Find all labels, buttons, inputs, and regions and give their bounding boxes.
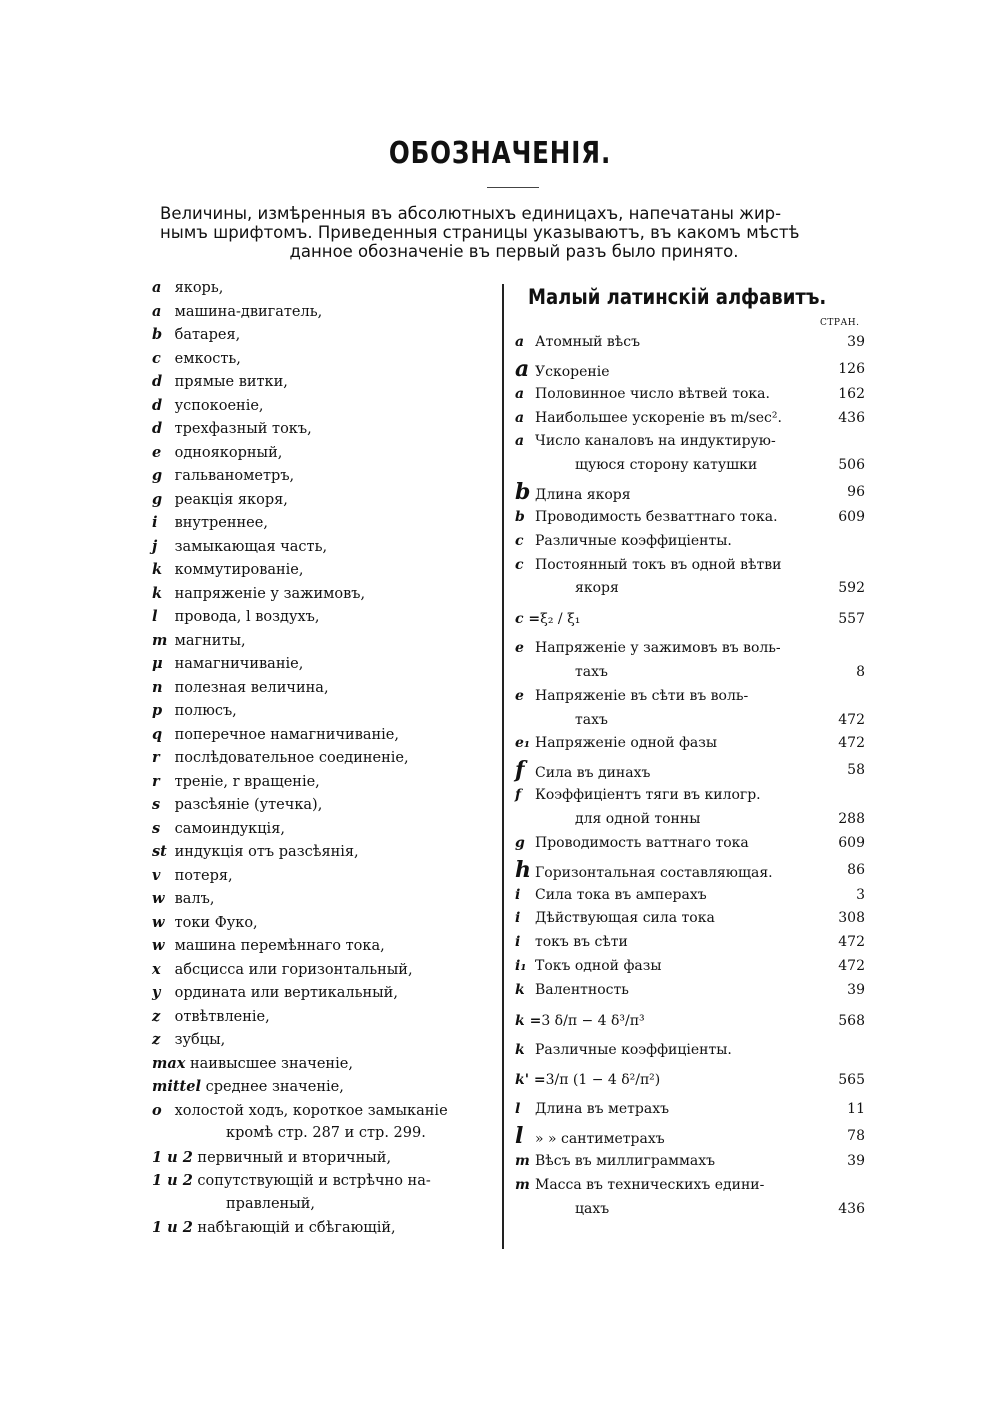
symbol: e [515,687,524,704]
left-list-item [152,629,502,653]
page-number: 58 [847,762,865,779]
symbol: max [152,1054,186,1072]
left-list-item [152,793,502,817]
page-number: 506 [838,457,865,474]
left-list-item [152,1075,502,1099]
left-list-item [152,417,502,441]
right-list-item [515,1150,865,1174]
symbol: a [515,409,525,426]
symbol: k [152,561,163,578]
right-list-item [515,506,865,530]
left-list-item [152,582,502,606]
left-list-item [152,347,502,371]
right-list-item [515,709,865,733]
page-number: 609 [838,834,865,851]
symbol: w [152,913,165,931]
left-list-item [152,1146,502,1170]
symbol: f [515,787,522,804]
page-number: 39 [847,1153,865,1170]
symbol: x [152,960,161,978]
symbol-meaning: внутреннее, [170,515,268,531]
symbol-meaning: разсѣяніе (утечка), [170,797,323,813]
symbol: k = [515,1012,542,1029]
right-list-item [515,756,865,784]
right-list-item [515,1122,865,1150]
symbol-meaning: наивысшее значеніе, [185,1055,353,1072]
left-list-item [152,911,502,935]
symbol-meaning: Напряженіе одной фазы [535,735,718,752]
symbol-meaning: Проводимость безваттнаго тока. [535,508,778,525]
left-list-item [152,723,502,747]
symbol-meaning: для одной тонны [575,810,701,827]
left-list-item [152,1122,502,1146]
symbol: a [515,355,530,382]
symbol-meaning: машина перемѣннаго тока, [170,938,385,954]
symbol-meaning: коммутированіе, [170,562,304,578]
right-list-item [515,1098,865,1122]
symbol: g [152,490,163,508]
symbol: i [152,514,158,531]
symbol-meaning: холостой ходъ, короткое замыканіе [170,1102,448,1119]
left-list-item [152,1099,502,1123]
page-number: 3 [856,886,865,903]
symbol: s [152,819,161,837]
right-list-item [515,1003,865,1039]
page-number: 96 [847,483,865,500]
symbol: m [152,631,168,649]
page-number: 288 [838,810,865,827]
symbol-meaning: трехфазный токъ, [170,421,312,437]
symbol: s [152,796,161,813]
symbol: g [152,467,163,484]
symbol: μ [152,655,163,672]
symbol-meaning: токи Фуко, [170,914,258,931]
page-number: 39 [847,981,865,998]
symbol: l [152,608,158,625]
symbol-meaning: ордината или вертикальный, [170,985,398,1001]
symbol: k' = [515,1072,546,1089]
symbol-meaning: Различные коэффиціенты. [535,532,732,549]
symbol-meaning: намагничиваніе, [170,656,304,672]
symbol: a [515,385,525,402]
symbol: e [515,640,524,657]
right-list-item [515,955,865,979]
left-list-item [152,488,502,512]
symbol: m [515,1176,530,1193]
symbol: e₁ [515,735,531,752]
right-list-item [515,554,865,578]
symbol-meaning: одноякорный, [170,444,283,461]
right-list-item [515,732,865,756]
page-number: 472 [838,711,865,728]
left-list-item [152,981,502,1005]
symbol-meaning: Горизонтальная составляющая. [535,864,773,881]
left-list-item [152,676,502,700]
page-column-label: СТРАН. [820,318,860,328]
right-list-item [515,383,865,407]
symbol: c [515,556,524,573]
symbol: mittel [152,1078,201,1095]
left-list-item [152,511,502,535]
left-list-item [152,887,502,911]
right-list-item [515,1198,865,1222]
symbol-meaning: провода, l воздухъ, [170,609,320,625]
symbol-meaning: Постоянный токъ въ одной вѣтви [535,556,782,573]
right-list-item [515,478,865,506]
symbol: b [152,326,163,343]
symbol: a [515,433,525,450]
symbol: st [152,843,167,860]
page-number: 557 [838,611,865,628]
symbol-meaning: Токъ одной фазы [535,957,662,974]
symbol-meaning: напряженіе у зажимовъ, [170,585,366,602]
left-list-item [152,605,502,629]
symbol-meaning: емкость, [170,350,241,367]
symbol: i₁ [515,957,527,974]
right-list-item [515,407,865,431]
symbol-meaning: поперечное намагничиваніе, [170,726,399,743]
right-list-item [515,907,865,931]
left-list-item [152,1052,502,1076]
symbol-meaning: набѣгающій и сбѣгающій, [192,1220,396,1236]
page-number: 11 [847,1101,865,1118]
page-number: 308 [838,910,865,927]
right-list-item [515,979,865,1003]
right-heading: Малый латинскій алфавитъ. [528,285,827,309]
symbol: 1 и 2 [152,1219,193,1236]
symbol: g [515,834,525,851]
symbol-meaning: тахъ [575,711,608,728]
left-list-item [152,864,502,888]
symbol: a [515,334,525,350]
left-list-item [152,441,502,465]
symbol: d [152,373,163,390]
column-divider [502,284,504,1249]
right-list-item [515,637,865,661]
symbol-meaning: полезная величина, [170,679,329,696]
page-title: ОБОЗНАЧЕНІЯ. [388,136,612,171]
symbol-meaning: Коэффиціентъ тяги въ килогр. [535,787,761,804]
symbol-meaning: замыкающая часть, [170,538,328,555]
symbol: y [152,984,161,1001]
symbol-meaning: ξ₂ / ξ₁ [540,611,581,628]
symbol-meaning: Напряженіе въ сѣти въ воль- [535,687,749,704]
symbol: d [152,396,163,414]
symbol: d [152,420,163,437]
symbol: v [152,866,161,884]
right-list-item [515,808,865,832]
left-list-item [152,370,502,394]
page-number: 39 [847,334,865,350]
symbol-meaning: тахъ [575,663,608,680]
left-list-item [152,958,502,982]
left-list-item [152,770,502,794]
symbol-meaning: Число каналовъ на индуктирую- [535,433,776,450]
symbol-meaning: среднее значеніе, [200,1079,344,1095]
symbol-meaning: Ускореніе [535,363,610,380]
page-number: 78 [847,1128,865,1145]
symbol-meaning: 3/π (1 − 4 δ²/π²) [545,1072,661,1089]
symbol: a [152,279,162,296]
left-symbol-list [152,276,502,1240]
symbol: q [152,725,163,743]
left-list-item [152,652,502,676]
symbol-meaning: зубцы, [170,1032,226,1048]
symbol: k [515,981,525,998]
symbol: o [152,1101,162,1119]
symbol-meaning: абсцисса или горизонтальный, [170,961,413,978]
left-list-item [152,464,502,488]
symbol: m [515,1153,530,1170]
symbol-meaning: Различные коэффиціенты. [535,1041,732,1058]
symbol: z [152,1007,161,1025]
symbol-meaning: Длина якоря [535,486,631,503]
symbol-meaning: Дѣйствующая сила тока [535,910,715,927]
symbol: l [515,1101,521,1118]
left-list-item [152,699,502,723]
right-list-item [515,331,865,355]
page-number: 162 [838,385,865,402]
symbol: i [515,910,521,927]
symbol-meaning: сопутствующій и встрѣчно на- [192,1173,431,1189]
left-list-item [152,300,502,324]
symbol-meaning: щуюся сторону катушки [575,457,758,474]
left-list-item [152,276,502,300]
symbol-meaning: Атомный вѣсъ [535,334,640,350]
symbol-meaning: Вѣсъ въ миллиграммахъ [535,1153,716,1170]
symbol-meaning: потеря, [170,867,233,884]
right-list-item [515,1039,865,1063]
symbol-meaning: полюсъ, [170,703,237,719]
symbol: r [152,772,160,790]
symbol: 1 и 2 [152,1172,193,1189]
left-list-item [152,934,502,958]
right-list-item [515,577,865,601]
title-rule [487,187,539,188]
symbol-meaning: треніе, r вращеніе, [170,773,320,790]
symbol-meaning: послѣдовательное соединеніе, [170,750,409,766]
right-list-item [515,530,865,554]
symbol-meaning: реакція якоря, [170,491,288,508]
symbol: w [152,937,165,954]
symbol-meaning: гальванометръ, [170,468,295,484]
symbol: i [515,886,521,903]
symbol-meaning: Валентность [535,981,629,998]
symbol: k [152,584,163,602]
left-list-item [152,535,502,559]
symbol-meaning: валъ, [170,891,215,907]
page-number: 436 [838,409,865,426]
symbol: n [152,678,163,696]
left-list-item [152,1005,502,1029]
symbol-meaning: токъ въ сѣти [535,934,628,951]
symbol: c [515,532,524,549]
right-list-item [515,454,865,478]
symbol: f [515,757,525,784]
right-list-item [515,884,865,908]
symbol-meaning: правленый, [226,1195,316,1212]
intro-line: Величины, измѣренныя въ абсолютныхъ единицахъ, напечатаны жир- [160,204,782,223]
intro-paragraph [160,204,868,261]
symbol-meaning: цахъ [575,1200,610,1217]
symbol-meaning: Сила въ динахъ [535,765,651,782]
page-number: 592 [838,580,865,597]
symbol: c = [515,611,541,628]
symbol: k [515,1041,525,1058]
page-number: 472 [838,957,865,974]
symbol-meaning: магниты, [170,632,246,649]
right-list-item [515,661,865,685]
symbol-meaning: Масса въ техническихъ едини- [535,1176,765,1193]
symbol-meaning: машина-двигатель, [170,303,323,320]
symbol: h [515,856,531,883]
right-symbol-list [515,331,865,1222]
left-list-item [152,817,502,841]
symbol: l [515,1123,524,1150]
symbol: j [152,537,158,555]
right-list-item [515,856,865,884]
intro-line: нымъ шрифтомъ. Приведенныя страницы указываютъ, въ какомъ мѣстѣ [160,223,800,242]
page-number: 86 [847,861,865,878]
left-list-item [152,1216,502,1240]
symbol-meaning: кромѣ стр. 287 и стр. 299. [226,1125,426,1141]
symbol: b [515,478,531,505]
symbol: p [152,702,163,719]
page-number: 565 [838,1072,865,1089]
left-list-item [152,394,502,418]
symbol: 1 и 2 [152,1148,193,1166]
left-list-item [152,1169,502,1193]
symbol: e [152,443,162,461]
symbol: b [515,508,525,525]
symbol: z [152,1031,161,1048]
left-list-item [152,558,502,582]
right-list-item [515,784,865,808]
right-list-item [515,685,865,709]
left-list-item [152,1193,502,1217]
page-number: 472 [838,735,865,752]
page-number: 126 [838,360,865,377]
symbol-meaning: индукція отъ разсѣянія, [170,844,359,860]
right-list-item [515,355,865,383]
left-list-item [152,323,502,347]
right-list-item [515,1174,865,1198]
page-number: 609 [838,508,865,525]
symbol-meaning: батарея, [170,327,241,343]
intro-line: данное обозначеніе въ первый разъ было принято. [289,242,739,261]
symbol-meaning: якорь, [170,280,224,296]
right-list-item [515,1062,865,1098]
symbol-meaning: первичный и вторичный, [192,1149,392,1166]
left-list-item [152,746,502,770]
right-list-item [515,931,865,955]
symbol-meaning: прямые витки, [170,374,288,390]
symbol-meaning: якоря [575,580,619,597]
left-list-item [152,840,502,864]
symbol-meaning: успокоеніе, [170,397,264,414]
symbol: i [515,934,521,951]
right-list-item [515,601,865,637]
right-list-item [515,430,865,454]
page-number: 436 [838,1200,865,1217]
page-number: 8 [856,663,865,680]
symbol-meaning: Проводимость ваттнаго тока [535,834,749,851]
symbol-meaning: самоиндукція, [170,820,285,837]
symbol-meaning: Длина въ метрахъ [535,1101,670,1118]
symbol-meaning: Наибольшее ускореніе въ m/sec². [535,409,782,426]
symbol: a [152,302,162,320]
symbol: r [152,749,160,766]
symbol: c [152,349,161,367]
symbol-meaning: отвѣтвленіе, [170,1008,270,1025]
right-list-item [515,832,865,856]
symbol-meaning: 3 δ/π − 4 δ³/π³ [541,1012,645,1029]
symbol-meaning: Напряженіе у зажимовъ въ воль- [535,640,781,657]
left-list-item [152,1028,502,1052]
page-number: 568 [838,1012,865,1029]
symbol-meaning: Сила тока въ амперахъ [535,886,707,903]
page-number: 472 [838,934,865,951]
symbol-meaning: » » сантиметрахъ [535,1131,665,1148]
symbol-meaning: Половинное число вѣтвей тока. [535,385,770,402]
symbol: w [152,890,165,907]
